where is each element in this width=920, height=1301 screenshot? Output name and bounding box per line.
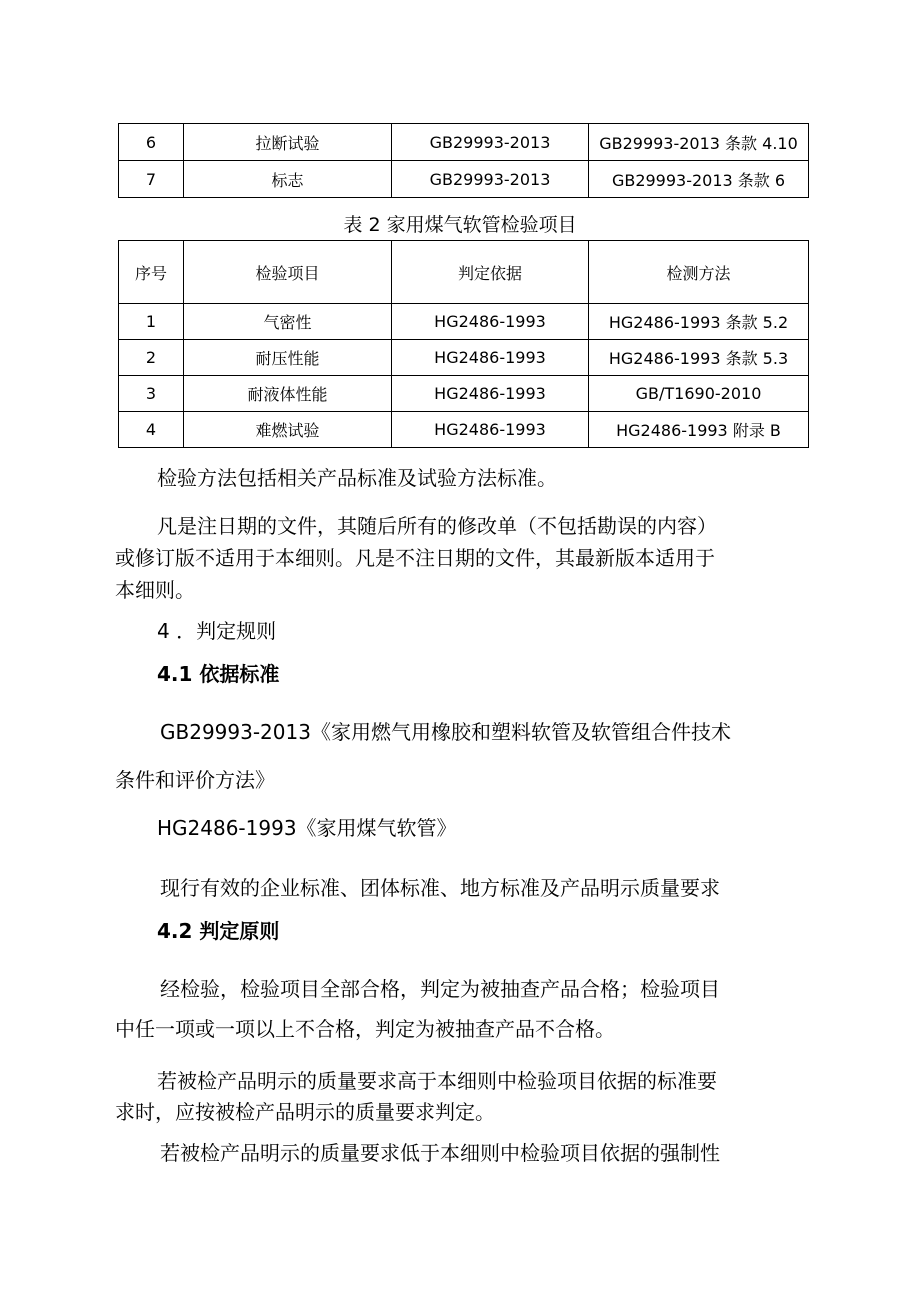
table-cell: HG2486-1993: [392, 340, 589, 376]
table-cell: 3: [119, 376, 184, 412]
paragraph-judgment-line-2: 中任一项或一项以上不合格，判定为被抽查产品不合格。: [115, 1017, 615, 1041]
table-cell: GB/T1690-2010: [589, 376, 809, 412]
column-header: 序号: [119, 241, 184, 304]
table-cell: HG2486-1993 附录 B: [589, 412, 809, 448]
table-cell: 拉断试验: [184, 124, 392, 161]
table-row: [119, 304, 809, 340]
table-row: [119, 376, 809, 412]
table-row: [119, 412, 809, 448]
table-cell: 2: [119, 340, 184, 376]
standard-hg2486: HG2486-1993《家用煤气软管》: [157, 816, 457, 840]
table-2-caption: 表 2 家用煤气软管检验项目: [343, 214, 577, 236]
table-cell: HG2486-1993: [392, 412, 589, 448]
table-row: [119, 161, 809, 198]
table-row: [119, 340, 809, 376]
table-cell: 难燃试验: [184, 412, 392, 448]
table-cell: HG2486-1993 条款 5.2: [589, 304, 809, 340]
paragraph-judgment-line-1: 经检验，检验项目全部合格，判定为被抽查产品合格；检验项目: [160, 977, 720, 1001]
section-4-heading: 4 ．判定规则: [157, 619, 277, 643]
paragraph-lower-req-line-1: 若被检产品明示的质量要求低于本细则中检验项目依据的强制性: [160, 1141, 720, 1165]
paragraph-higher-req-line-2: 求时，应按被检产品明示的质量要求判定。: [115, 1100, 495, 1124]
paragraph-dated-docs-line-2: 或修订版不适用于本细则。凡是不注日期的文件，其最新版本适用于: [115, 546, 715, 570]
table-row: [119, 124, 809, 161]
table-cell: 6: [119, 124, 184, 161]
standard-gb29993-line-2: 条件和评价方法》: [115, 768, 275, 792]
table-cell: GB29993-2013: [392, 161, 589, 198]
standard-gb29993-line-1: GB29993-2013《家用燃气用橡胶和塑料软管及软管组合件技术: [160, 720, 731, 744]
standard-other: 现行有效的企业标准、团体标准、地方标准及产品明示质量要求: [160, 876, 720, 900]
table-cell: 耐压性能: [184, 340, 392, 376]
section-4-1-heading: 4.1 依据标准: [157, 662, 280, 686]
table-cell: HG2486-1993: [392, 376, 589, 412]
table-cell: HG2486-1993 条款 5.3: [589, 340, 809, 376]
table-cell: 标志: [184, 161, 392, 198]
table-cell: 气密性: [184, 304, 392, 340]
table-cell: HG2486-1993: [392, 304, 589, 340]
table-cell: 耐液体性能: [184, 376, 392, 412]
paragraph-dated-docs-line-1: 凡是注日期的文件，其随后所有的修改单（不包括勘误的内容）: [157, 514, 717, 538]
table-1-continued: [118, 123, 809, 198]
paragraph-test-methods: 检验方法包括相关产品标准及试验方法标准。: [157, 466, 557, 490]
table-header-row: [119, 241, 809, 304]
table-cell: 4: [119, 412, 184, 448]
column-header: 检验项目: [184, 241, 392, 304]
section-4-2-heading: 4.2 判定原则: [157, 919, 280, 943]
table-cell: GB29993-2013 条款 6: [589, 161, 809, 198]
column-header: 判定依据: [392, 241, 589, 304]
paragraph-higher-req-line-1: 若被检产品明示的质量要求高于本细则中检验项目依据的标准要: [157, 1069, 717, 1093]
table-cell: GB29993-2013: [392, 124, 589, 161]
table-cell: 1: [119, 304, 184, 340]
column-header: 检测方法: [589, 241, 809, 304]
table-cell: 7: [119, 161, 184, 198]
table-cell: GB29993-2013 条款 4.10: [589, 124, 809, 161]
paragraph-dated-docs-line-3: 本细则。: [115, 578, 195, 602]
table-2: [118, 240, 809, 448]
